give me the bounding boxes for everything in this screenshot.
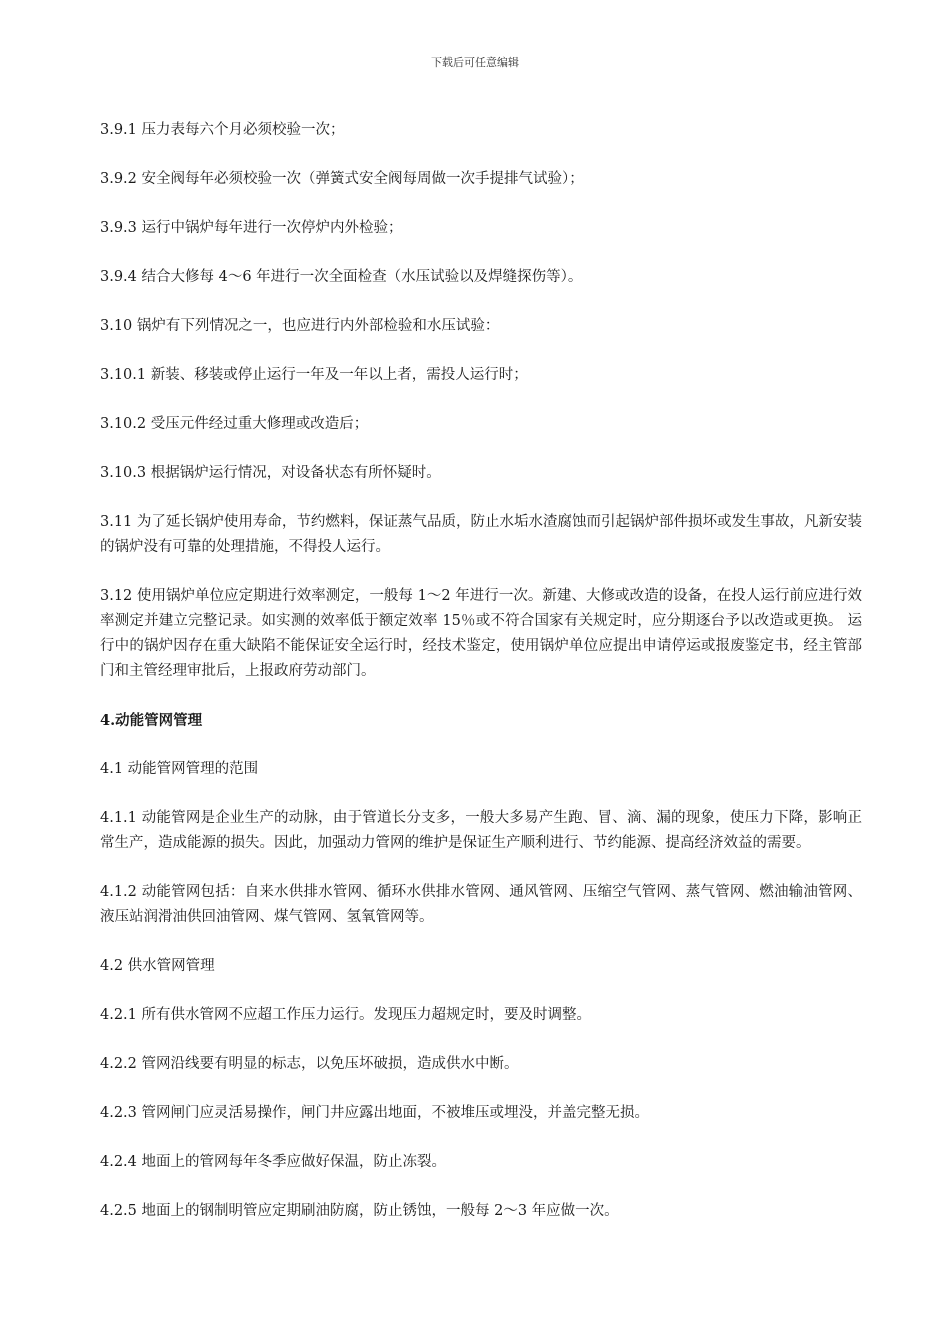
paragraph-4-1-1: 4.1.1 动能管网是企业生产的动脉，由于管道长分支多，一般大多易产生跑、冒、滴、漏的现象，使压力下降，影响正常生产，造成能源的损失。因此，加强动力管网的维护是保证生产顺利进行、节约能源、提高经济效益的需要。 bbox=[100, 810, 862, 851]
paragraph-4-2-4: 4.2.4 地面上的管网每年冬季应做好保温，防止冻裂。 bbox=[100, 1154, 447, 1170]
paragraph-3-10-2: 3.10.2 受压元件经过重大修理或改造后； bbox=[100, 416, 369, 432]
paragraph-3-11: 3.11 为了延长锅炉使用寿命，节约燃料，保证蒸气品质，防止水垢水渣腐蚀而引起锅炉部件损坏或发生事故，凡新安装的锅炉没有可靠的处理措施，不得投人运行。 bbox=[100, 514, 862, 555]
paragraph-3-9-4: 3.9.4 结合大修每 4～6 年进行一次全面检查（水压试验以及焊缝探伤等）。 bbox=[100, 269, 583, 285]
paragraph-3-10: 3.10 锅炉有下列情况之一，也应进行内外部检验和水压试验： bbox=[100, 318, 500, 334]
paragraph-3-9-3: 3.9.3 运行中锅炉每年进行一次停炉内外检验； bbox=[100, 220, 403, 236]
paragraph-4-2-2: 4.2.2 管网沿线要有明显的标志，以免压坏破损，造成供水中断。 bbox=[100, 1056, 519, 1072]
paragraph-3-9-1: 3.9.1 压力表每六个月必须校验一次； bbox=[100, 122, 345, 138]
paragraph-4-2-3: 4.2.3 管网闸门应灵活易操作，闸门井应露出地面，不被堆压或埋没，并盖完整无损。 bbox=[100, 1105, 650, 1121]
paragraph-4-2-1: 4.2.1 所有供水管网不应超工作压力运行。发现压力超规定时，要及时调整。 bbox=[100, 1007, 592, 1023]
paragraph-3-9-2: 3.9.2 安全阀每年必须校验一次（弹簧式安全阀每周做一次手提排气试验）； bbox=[100, 171, 584, 187]
page-header: 下载后可任意编辑 bbox=[431, 56, 519, 69]
paragraph-4-2-5: 4.2.5 地面上的钢制明管应定期刷油防腐，防止锈蚀，一般每 2～3 年应做一次。 bbox=[100, 1203, 619, 1219]
section-heading-4: 4.动能管网管理 bbox=[100, 712, 203, 729]
paragraph-4-1-2: 4.1.2 动能管网包括：自来水供排水管网、循环水供排水管网、通风管网、压缩空气管网、蒸气管网、燃油输油管网、液压站润滑油供回油管网、煤气管网、氢氧管网等。 bbox=[100, 884, 862, 925]
paragraph-4-1: 4.1 动能管网管理的范围 bbox=[100, 761, 259, 777]
paragraph-4-2: 4.2 供水管网管理 bbox=[100, 958, 215, 974]
document-body bbox=[100, 118, 862, 1248]
paragraph-3-12: 3.12 使用锅炉单位应定期进行效率测定，一般每 1～2 年进行一次。新建、大修或改造的设备，在投人运行前应进行效率测定并建立完整记录。如实测的效率低于额定效率 15％或不符合国家有关规定时，应分期逐台予以改造或更换。 运行中的锅炉因存在重大缺陷不能保证安全运行时，经技术鉴定，使用锅炉单位应提出申请停运或报废鉴定书，经主管部门和主管经理审批后，上报政府劳动部门。 bbox=[100, 588, 862, 679]
paragraph-3-10-1: 3.10.1 新装、移装或停止运行一年及一年以上者，需投人运行时； bbox=[100, 367, 528, 383]
paragraph-3-10-3: 3.10.3 根据锅炉运行情况，对设备状态有所怀疑时。 bbox=[100, 465, 441, 481]
